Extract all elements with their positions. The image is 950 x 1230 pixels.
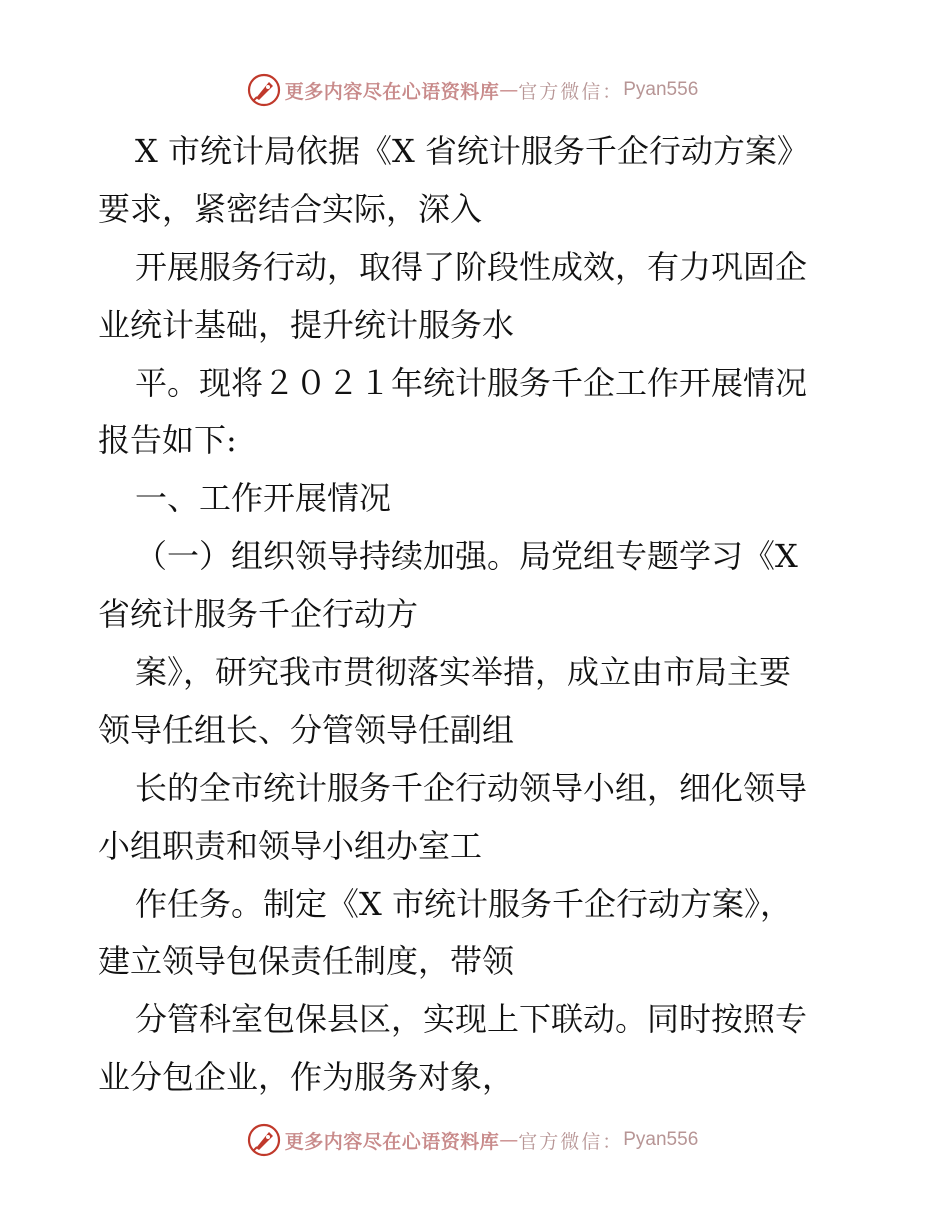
text-line: 开展服务行动，取得了阶段性成效，有力巩固企 xyxy=(135,247,808,286)
banner-dash: — xyxy=(499,79,519,101)
document-body xyxy=(98,123,858,1107)
footer-watermark-banner xyxy=(0,1120,950,1160)
banner-wechat-label: 官方微信： xyxy=(518,1130,624,1153)
pen-nib-logo-icon xyxy=(247,73,281,107)
text-line: 作任务。制定《X 市统计服务千企行动方案》， xyxy=(135,884,792,923)
header-watermark-banner xyxy=(0,70,950,110)
text-line: 业统计基础，提升统计服务水 xyxy=(98,305,515,344)
text-line: 报告如下: xyxy=(98,421,237,460)
banner-wechat-id: Pyan556 xyxy=(623,79,699,100)
text-line: 建立领导包保责任制度，带领 xyxy=(98,942,515,981)
text-line: 分管科室包保县区，实现上下联动。同时按照专 xyxy=(135,1000,808,1039)
section-heading: 一、工作开展情况 xyxy=(135,479,392,518)
text-line: 省统计服务千企行动方 xyxy=(98,595,419,634)
pen-nib-logo-icon xyxy=(247,1123,281,1157)
banner-site-text: 更多内容尽在心语资料库 xyxy=(284,80,500,103)
banner-wechat-id: Pyan556 xyxy=(623,1129,699,1150)
banner-dash: — xyxy=(499,1129,519,1151)
text-line: 小组职责和领导小组办室工 xyxy=(98,826,483,865)
text-line: 案》，研究我市贯彻落实举措，成立由市局主要 xyxy=(135,653,792,692)
text-line: 业分包企业，作为服务对象， xyxy=(98,1058,515,1097)
text-line: 领导任组长、分管领导任副组 xyxy=(98,710,515,749)
text-line: 长的全市统计服务千企行动领导小组，细化领导 xyxy=(135,768,808,807)
text-line: 要求，紧密结合实际，深入 xyxy=(98,189,483,228)
text-line: （一）组织领导持续加强。局党组专题学习《X xyxy=(135,537,798,576)
banner-wechat-label: 官方微信： xyxy=(518,80,624,103)
text-line: X 市统计局依据《X 省统计服务千企行动方案》 xyxy=(135,132,809,170)
text-line: 平。现将２０２１年统计服务千企工作开展情况 xyxy=(135,363,808,402)
banner-site-text: 更多内容尽在心语资料库 xyxy=(284,1130,500,1153)
